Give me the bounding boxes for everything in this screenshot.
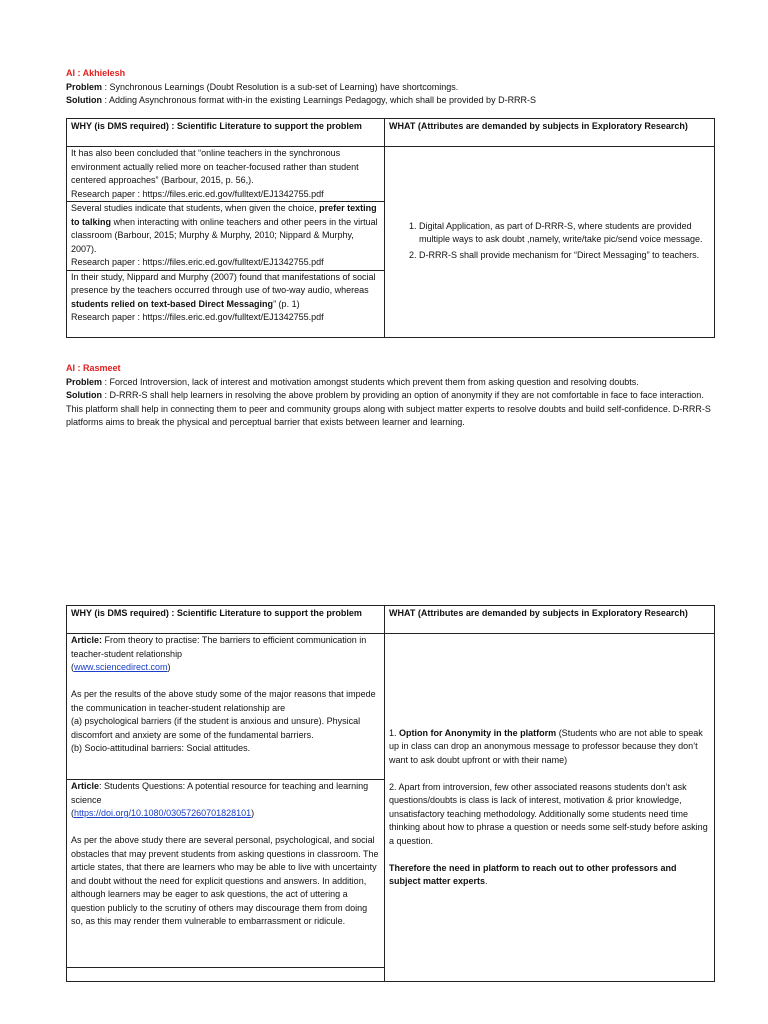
problem-statement bbox=[66, 376, 716, 390]
empty-cell bbox=[67, 968, 385, 982]
text-run: when interacting with online teachers and other peers in the virtual classroom (Barbour, 2015; Murphy & Murphy, 2010; Nippard & Murphy, 2007). bbox=[71, 216, 378, 254]
source-link[interactable]: www.sciencedirect.com bbox=[74, 662, 168, 672]
solution-text: : D-RRR-S shall help learners in resolving the above problem by providing an option of anonymity if they are not comfortable in face to face interaction. This platform shall help in connecting them to peer and community groups along with subject matter experts to resolve doubts and build self-confidence. D-RRR-S platforms aims to break the physical and perceptual barrier that exists between learner and learning. bbox=[66, 390, 711, 427]
paren: ( bbox=[71, 662, 74, 672]
section-heading: AI : Rasmeet bbox=[66, 363, 121, 373]
why-cell-2 bbox=[67, 202, 385, 271]
what-cell bbox=[385, 634, 715, 982]
what-item: 2. D-RRR-S shall provide mechanism for “Direct Messaging” to teachers. bbox=[419, 249, 710, 263]
article-source bbox=[71, 807, 380, 821]
text-run: . bbox=[485, 876, 488, 886]
research-ref: Research paper : https://files.eric.ed.gov/fulltext/EJ1342755.pdf bbox=[71, 188, 324, 199]
emphasis-text: Therefore the need in platform to reach out to other professors and subject matter experts bbox=[389, 862, 677, 886]
article-summary: As per the results of the above study some of the major reasons that impede the communication in teacher-student relationship are bbox=[71, 689, 376, 713]
text-run: (Students who are not able to speak up in class can drop an anonymous message to professor because they don’t want to ask doubt upfront or with their name) bbox=[389, 727, 703, 765]
why-text bbox=[71, 271, 380, 312]
solution-statement bbox=[66, 94, 716, 108]
text-run: ” (p. 1) bbox=[273, 298, 300, 309]
problem-label: Problem bbox=[66, 81, 103, 92]
what-point-1 bbox=[389, 727, 710, 768]
article-label: Article bbox=[71, 781, 100, 791]
why-cell-1 bbox=[67, 147, 385, 202]
problem-text: : Synchronous Learnings (Doubt Resolution is a sub-set of Learning) have shortcomings. bbox=[102, 81, 459, 92]
source-link[interactable]: https://doi.org/10.1080/03057260701828101 bbox=[74, 808, 252, 818]
article-label: Article: bbox=[71, 635, 103, 645]
paren: ) bbox=[251, 808, 255, 818]
what-list bbox=[389, 220, 710, 263]
paren: ( bbox=[71, 808, 74, 818]
point-number: 1. bbox=[389, 727, 400, 738]
solution-statement bbox=[66, 389, 716, 430]
literature-table-2 bbox=[66, 605, 715, 982]
emphasis-text: students relied on text-based Direct Messaging bbox=[71, 298, 274, 309]
research-ref: Research paper : https://files.eric.ed.gov/fulltext/EJ1342755.pdf bbox=[71, 257, 324, 267]
article-source bbox=[71, 661, 380, 675]
text-run: In their study, Nippard and Murphy (2007) found that manifestations of social presence by the teachers occurred through use of two-way audio, whereas bbox=[71, 271, 376, 295]
why-header: WHY (is DMS required) : Scientific Literature to support the problem bbox=[67, 119, 385, 147]
why-cell-3 bbox=[67, 270, 385, 337]
article-title-text: : Students Questions: A potential resource for teaching and learning science bbox=[71, 781, 369, 805]
barrier-item-a: (a) psychological barriers (if the student is anxious and unsure). Physical discomfort and anxiety are some of the fundamental barriers. bbox=[71, 716, 361, 740]
solution-label: Solution bbox=[66, 390, 102, 400]
article-title bbox=[71, 780, 380, 807]
article-cell-2 bbox=[67, 780, 385, 968]
what-point-3 bbox=[389, 862, 710, 889]
problem-statement bbox=[66, 81, 716, 95]
what-point-2: 2. Apart from introversion, few other associated reasons students don’t ask questions/doubts is class is lack of interest, motivation & prior knowledge, unsatisfactory teaching methodology. Additionally some students need time thinking about how to phrase a question or needs some self-study before asking a question. bbox=[389, 781, 708, 846]
what-header: WHAT (Attributes are demanded by subjects in Exploratory Research) bbox=[385, 606, 715, 634]
literature-table-1 bbox=[66, 118, 715, 338]
solution-text: : Adding Asynchronous format with-in the existing Learnings Pedagogy, which shall be provided by D-RRR-S bbox=[102, 95, 537, 105]
text-run: Several studies indicate that students, when given the choice, bbox=[71, 203, 320, 213]
why-header: WHY (is DMS required) : Scientific Literature to support the problem bbox=[67, 606, 385, 634]
why-text: It has also been concluded that “online teachers in the synchronous environment actually relied more on teacher-focused rather than student centered approaches” (Barbour, 2015, p. 56,). bbox=[71, 148, 359, 185]
article-title bbox=[71, 634, 380, 661]
what-item: 1. Digital Application, as part of D-RRR-S, where students are provided multiple ways to ask doubt ,namely, write/take pic/send voice message. bbox=[419, 220, 710, 247]
solution-label: Solution bbox=[66, 95, 102, 105]
emphasis-text: Option for Anonymity in the platform bbox=[399, 727, 557, 738]
barrier-item-b: (b) Socio-attitudinal barriers: Social attitudes. bbox=[71, 743, 251, 753]
research-ref: Research paper : https://files.eric.ed.gov/fulltext/EJ1342755.pdf bbox=[71, 312, 324, 322]
section-rasmeet bbox=[66, 362, 716, 430]
paren: ) bbox=[167, 662, 171, 672]
article-cell-1 bbox=[67, 634, 385, 780]
problem-text: : Forced Introversion, lack of interest and motivation amongst students which prevent them from asking question and resolving doubts. bbox=[102, 376, 639, 387]
article-summary: As per the above study there are several personal, psychological, and social obstacles that may prevent students from asking questions in classroom. The article states, that there are learners who may be able to live with uncertainty and doubt without the need for explicit questions and answers. In addition, although learners may be eager to ask questions, the act of uttering a question publicly to the scrutiny of others may discourage them from doing so, as this may render them vulnerable to embarrassment or ridicule. bbox=[71, 835, 379, 926]
section-akhielesh bbox=[66, 67, 716, 108]
emphasis-text: prefer texting to talking bbox=[71, 203, 377, 227]
what-header: WHAT (Attributes are demanded by subjects in Exploratory Research) bbox=[385, 119, 715, 147]
what-cell bbox=[385, 147, 715, 338]
why-text bbox=[71, 202, 380, 256]
section-heading: AI : Akhielesh bbox=[66, 68, 126, 78]
problem-label: Problem bbox=[66, 376, 103, 387]
article-title-text: From theory to practise: The barriers to efficient communication in teacher-student relationship bbox=[71, 635, 367, 659]
